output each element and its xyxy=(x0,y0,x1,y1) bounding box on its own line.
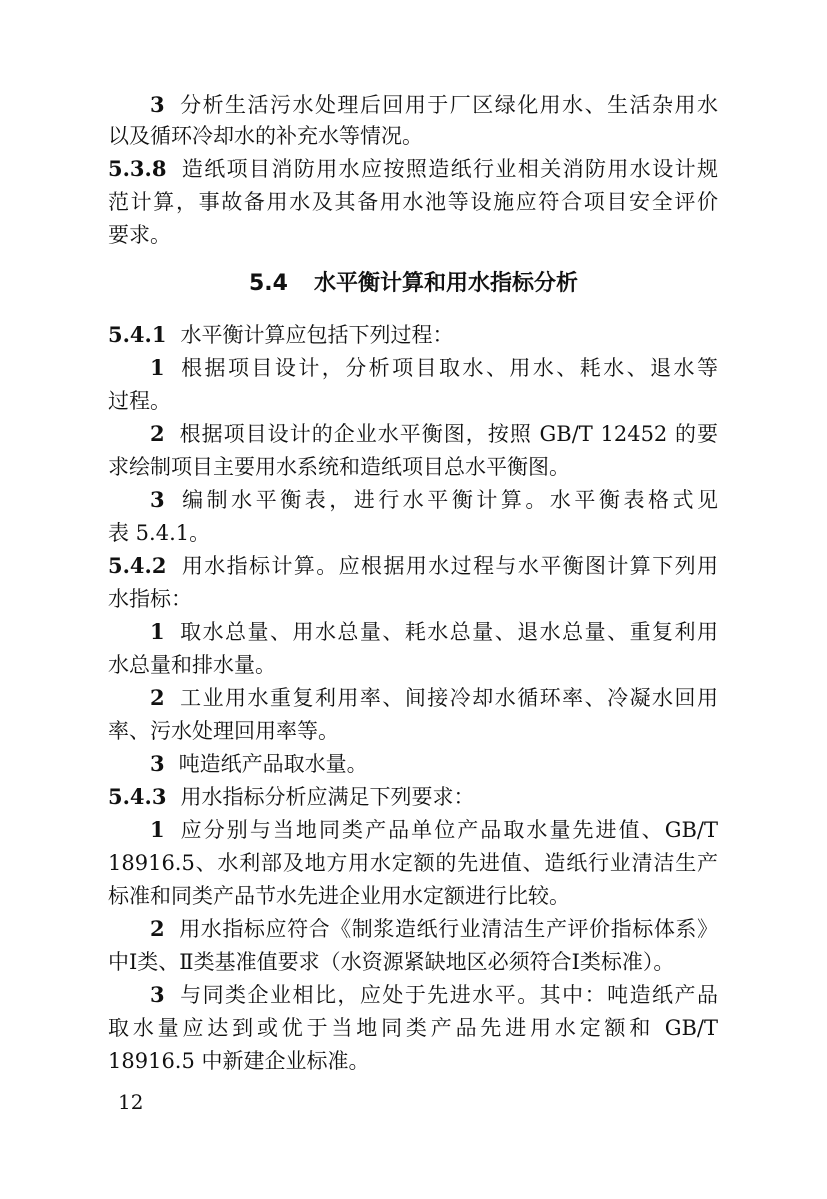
item-number: 3 xyxy=(150,487,165,512)
text-line xyxy=(150,617,718,647)
text-line: 以及循环冷却水的补充水等情况。 xyxy=(108,124,423,148)
item-text: 吨造纸产品取水量。 xyxy=(178,752,368,776)
text-line: 取水量应达到或优于当地同类产品先进用水定额和 GB/T xyxy=(108,1016,718,1040)
clause-number: 5.4.3 xyxy=(108,784,167,809)
text-line xyxy=(108,551,718,581)
text-line: 率、污水处理回用率等。 xyxy=(108,719,339,743)
item-text: 根据项目设计的企业水平衡图，按照 GB/T 12452 的要 xyxy=(178,422,718,446)
text-line xyxy=(150,90,718,120)
item-text: 分析生活污水处理后回用于厂区绿化用水、生活杂用水 xyxy=(178,93,718,117)
text-line: 表 5.4.1。 xyxy=(108,521,211,545)
clause-number: 5.3.8 xyxy=(108,156,167,181)
text-line: 过程。 xyxy=(108,389,171,413)
item-text: 用水指标应符合《制浆造纸行业清洁生产评价指标体系》 xyxy=(178,917,718,941)
text-line xyxy=(150,749,718,779)
item-text: 根据项目设计，分析项目取水、用水、耗水、退水等 xyxy=(178,356,718,380)
clause-text: 用水指标分析应满足下列要求： xyxy=(180,785,475,809)
clause-number: 5.4.1 xyxy=(108,322,167,347)
item-number: 3 xyxy=(150,751,165,776)
section-title: 水平衡计算和用水指标分析 xyxy=(313,271,578,296)
clause-text: 造纸项目消防用水应按照造纸行业相关消防用水设计规 xyxy=(180,157,718,181)
item-number: 3 xyxy=(150,982,165,1007)
text-line xyxy=(150,485,718,515)
item-text: 工业用水重复利用率、间接冷却水循环率、冷凝水回用 xyxy=(178,686,718,710)
item-number: 1 xyxy=(150,817,165,842)
text-line xyxy=(108,320,718,350)
text-line xyxy=(150,914,718,944)
text-line: 标准和同类产品节水先进企业用水定额进行比较。 xyxy=(108,884,570,908)
item-number: 1 xyxy=(150,355,165,380)
text-line xyxy=(150,353,718,383)
text-line: 中Ⅰ类、Ⅱ类基准值要求（水资源紧缺地区必须符合Ⅰ类标准）。 xyxy=(108,950,675,974)
text-line: 18916.5、水利部及地方用水定额的先进值、造纸行业清洁生产 xyxy=(108,851,718,875)
text-line xyxy=(150,980,718,1010)
text-line: 范计算，事故备用水及其备用水池等设施应符合项目安全评价 xyxy=(108,190,718,214)
item-number: 2 xyxy=(150,421,165,446)
text-line: 18916.5 中新建企业标准。 xyxy=(108,1049,370,1073)
text-line xyxy=(150,683,718,713)
item-number: 2 xyxy=(150,685,165,710)
section-heading xyxy=(0,268,827,300)
clause-text: 水平衡计算应包括下列过程： xyxy=(180,323,454,347)
item-number: 1 xyxy=(150,619,165,644)
item-text: 与同类企业相比，应处于先进水平。其中：吨造纸产品 xyxy=(178,983,718,1007)
clause-number: 5.4.2 xyxy=(108,553,167,578)
page-number: 12 xyxy=(118,1090,144,1114)
item-text: 编制水平衡表，进行水平衡计算。水平衡表格式见 xyxy=(178,488,718,512)
text-line xyxy=(108,154,718,184)
clause-text: 用水指标计算。应根据用水过程与水平衡图计算下列用 xyxy=(180,554,718,578)
item-text: 应分别与当地同类产品单位产品取水量先进值、GB/T xyxy=(178,818,718,842)
item-number: 3 xyxy=(150,92,165,117)
section-number: 5.4 xyxy=(249,271,288,296)
item-number: 2 xyxy=(150,916,165,941)
text-line: 求绘制项目主要用水系统和造纸项目总水平衡图。 xyxy=(108,455,570,479)
text-line xyxy=(150,419,718,449)
text-line xyxy=(108,782,718,812)
item-text: 取水总量、用水总量、耗水总量、退水总量、重复利用 xyxy=(178,620,718,644)
text-line xyxy=(150,815,718,845)
text-line: 要求。 xyxy=(108,223,171,247)
text-line: 水指标： xyxy=(108,587,192,611)
text-line: 水总量和排水量。 xyxy=(108,653,276,677)
